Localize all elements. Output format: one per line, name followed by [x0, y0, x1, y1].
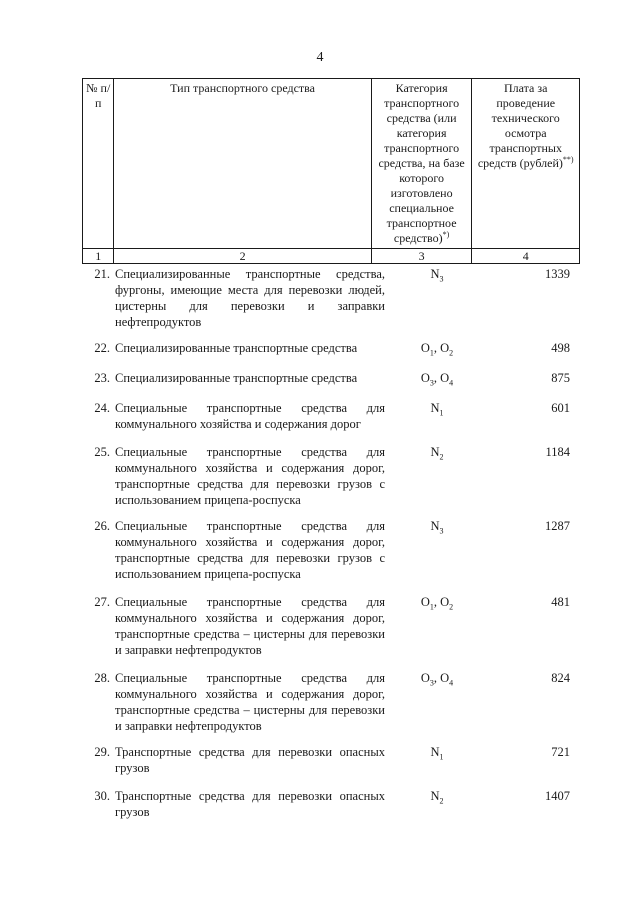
column-number-1: 1 — [83, 249, 114, 264]
vehicle-type: Специализированные транспортные средства — [115, 341, 358, 355]
vehicle-category — [392, 370, 482, 386]
category-index: 2 — [439, 452, 444, 462]
vehicle-type: Специальные транспортные средства для коммунального хозяйства и содержания дорог, транспортные средства – цистерны для перевозки и заправки нефтепродуктов — [115, 671, 385, 733]
vehicle-category — [392, 518, 482, 534]
row-number: 24. — [94, 401, 110, 415]
category-letter: N — [430, 789, 440, 803]
header-category-text: Категория транспортного средства (или категория транспортного средства, на базе которого изготовлено специальное транспортное средство) — [378, 81, 465, 245]
category-letter: O — [420, 671, 430, 685]
inspection-fee: 721 — [551, 745, 570, 759]
header-category — [371, 79, 472, 249]
category-index: 1 — [429, 602, 434, 612]
inspection-fee: 1184 — [545, 445, 570, 459]
column-number-4: 4 — [472, 249, 580, 264]
category-letter: N — [430, 745, 440, 759]
row-number: 30. — [94, 789, 110, 803]
row-number: 23. — [94, 371, 110, 385]
category-index: 1 — [429, 348, 434, 358]
category-index: 2 — [439, 796, 444, 806]
category-letter: O — [420, 595, 430, 609]
vehicle-category — [392, 788, 482, 804]
vehicle-category — [392, 266, 482, 282]
header-row — [83, 79, 580, 249]
inspection-fee: 481 — [551, 595, 570, 609]
vehicle-type: Специальные транспортные средства для коммунального хозяйства и содержания дорог, транспортные средства для перевозки грузов с использованием прицепа-роспуска — [115, 445, 385, 507]
category-index: 2 — [449, 348, 454, 358]
category-index: 3 — [429, 378, 434, 388]
vehicle-type: Специализированные транспортные средства, фургоны, имеющие места для перевозки людей, цистерны для перевозки и заправки нефтепродуктов — [115, 267, 385, 329]
category-letter: , O — [433, 341, 450, 355]
category-letter: N — [430, 401, 440, 415]
inspection-fee: 1339 — [545, 267, 570, 281]
column-number-3: 3 — [371, 249, 472, 264]
row-number: 28. — [94, 671, 110, 685]
inspection-fee: 498 — [551, 341, 570, 355]
vehicle-type: Транспортные средства для перевозки опасных грузов — [115, 745, 385, 775]
inspection-fee: 824 — [551, 671, 570, 685]
inspection-fee: 875 — [551, 371, 570, 385]
table-header — [82, 78, 580, 264]
header-type: Тип транспортного средства — [114, 79, 371, 249]
vehicle-type: Специальные транспортные средства для коммунального хозяйства и содержания дорог, транспортные средства для перевозки грузов с использованием прицепа-роспуска — [115, 519, 385, 581]
page-number: 4 — [316, 50, 324, 65]
inspection-fee: 1407 — [545, 789, 570, 803]
category-index: 4 — [449, 378, 454, 388]
vehicle-category — [392, 670, 482, 686]
row-number: 27. — [94, 595, 110, 609]
category-index: 1 — [439, 752, 444, 762]
category-letter: N — [430, 445, 440, 459]
column-number-row — [83, 249, 580, 264]
category-letter: N — [430, 267, 440, 281]
row-number: 21. — [94, 267, 110, 281]
category-letter: , O — [433, 371, 450, 385]
vehicle-category — [392, 400, 482, 416]
category-letter: N — [430, 519, 440, 533]
header-category-footnote: *) — [442, 230, 450, 239]
category-index: 4 — [449, 678, 454, 688]
vehicle-type: Специальные транспортные средства для коммунального хозяйства и содержания дорог — [115, 401, 385, 431]
row-number: 25. — [94, 445, 110, 459]
header-no: № п/п — [83, 79, 114, 249]
inspection-fee: 601 — [551, 401, 570, 415]
category-letter: , O — [433, 671, 450, 685]
category-index: 1 — [439, 408, 444, 418]
category-index: 3 — [439, 274, 444, 284]
vehicle-category — [392, 340, 482, 356]
category-index: 3 — [439, 526, 444, 536]
vehicle-type: Специальные транспортные средства для коммунального хозяйства и содержания дорог, транспортные средства – цистерны для перевозки и заправки нефтепродуктов — [115, 595, 385, 657]
row-number: 29. — [94, 745, 110, 759]
vehicle-type: Специализированные транспортные средства — [115, 371, 358, 385]
category-index: 3 — [429, 678, 434, 688]
vehicle-type: Транспортные средства для перевозки опасных грузов — [115, 789, 385, 819]
vehicle-category — [392, 594, 482, 610]
header-fee-text: Плата за проведение технического осмотра транспортных средств (рублей) — [477, 81, 563, 170]
row-number: 22. — [94, 341, 110, 355]
category-letter: O — [420, 341, 430, 355]
category-letter: , O — [433, 595, 450, 609]
vehicle-category — [392, 744, 482, 760]
row-number: 26. — [94, 519, 110, 533]
column-number-2: 2 — [114, 249, 371, 264]
inspection-fee: 1287 — [545, 519, 570, 533]
category-index: 2 — [449, 602, 454, 612]
vehicle-category — [392, 444, 482, 460]
header-fee — [472, 79, 580, 249]
header-fee-footnote: **) — [562, 155, 574, 164]
category-letter: O — [420, 371, 430, 385]
